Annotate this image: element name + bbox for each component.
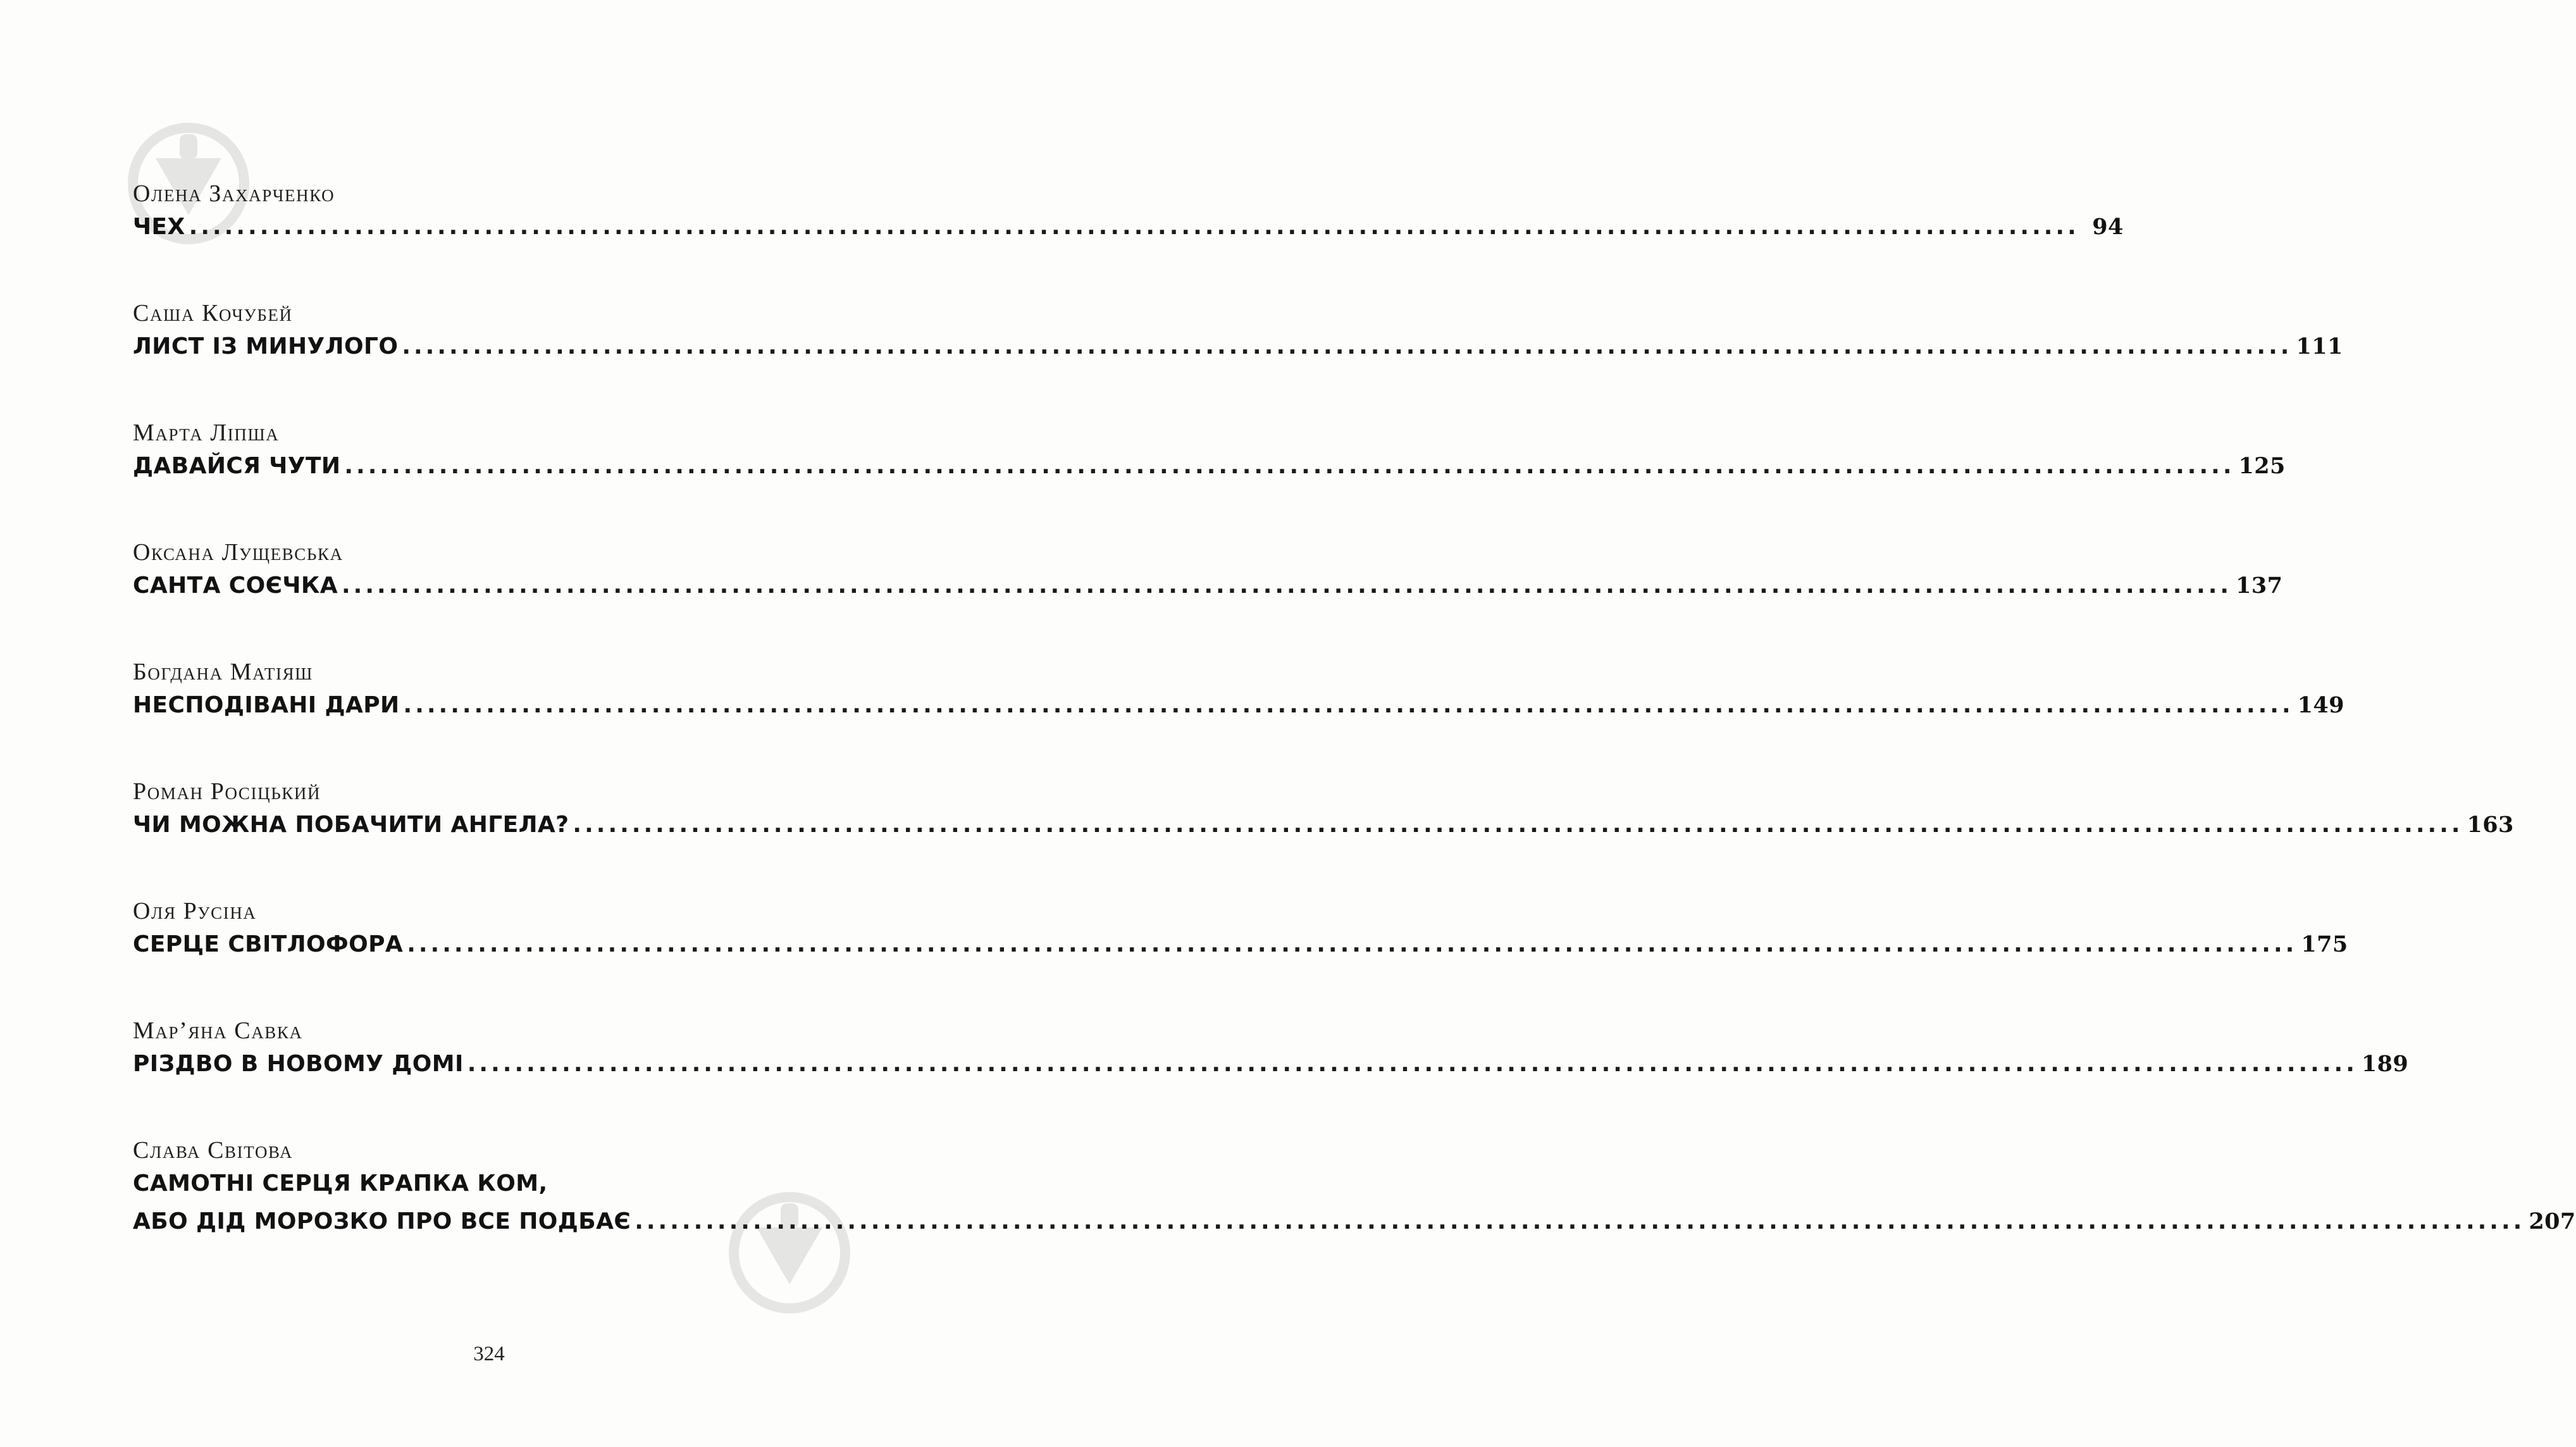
toc-entry (133, 538, 2283, 605)
entry-page: 94 (2092, 214, 2124, 240)
entry-title: ДАВАЙСЯ ЧУТИ (133, 453, 341, 479)
entry-page: 189 (2361, 1051, 2409, 1077)
entry-author: Роман Росіцький (133, 778, 321, 805)
entry-title: СЕРЦЕ СВІТЛОФОРА (133, 931, 404, 957)
entry-page: 125 (2238, 453, 2286, 479)
entry-title: ЛИСТ ІЗ МИНУЛОГО (133, 333, 399, 359)
toc-entry (133, 418, 2286, 485)
toc-entry (133, 657, 2344, 724)
toc-entry (133, 1136, 2576, 1241)
entry-title-line[interactable] (133, 208, 2124, 246)
entry-title-line[interactable] (133, 1203, 2576, 1241)
entry-title: ЧЕХ (133, 214, 185, 240)
entry-author: Саша Кочубей (133, 300, 293, 326)
entry-title-line[interactable] (133, 567, 2283, 605)
entry-page: 149 (2297, 692, 2344, 718)
entry-title-line[interactable] (133, 926, 2348, 964)
entry-author: Слава Світова (133, 1137, 294, 1164)
entry-author: Мар’яна Савка (133, 1017, 303, 1044)
entry-page: 175 (2301, 931, 2348, 957)
entry-author: Олена Захарченко (133, 180, 335, 207)
entry-title: РІЗДВО В НОВОМУ ДОМІ (133, 1051, 464, 1077)
toc-entry (133, 1016, 2409, 1083)
dot-leader: ................................................................................................................................................................ (467, 1051, 2358, 1077)
entry-author: Оля Русіна (133, 898, 257, 924)
toc-entry (133, 777, 2514, 844)
dot-leader: ................................................................................................................................................................ (189, 214, 2079, 240)
dot-leader: ................................................................................................................................................................ (403, 692, 2294, 718)
entry-page: 163 (2467, 812, 2514, 838)
entry-page: 207 (2529, 1208, 2576, 1234)
entry-title: САНТА СОЄЧКА (133, 573, 338, 599)
dot-leader: ................................................................................................................................................................ (341, 573, 2232, 599)
toc-entry (133, 179, 2124, 246)
dot-leader: ................................................................................................................................................................ (402, 333, 2293, 359)
toc-entry (133, 299, 2343, 366)
entry-title-line[interactable] (133, 1045, 2409, 1083)
entry-title: ЧИ МОЖНА ПОБАЧИТИ АНГЕЛА? (133, 812, 569, 838)
entry-author: Богдана Матіяш (133, 659, 314, 685)
entry-title-line[interactable] (133, 686, 2344, 724)
entry-title-line[interactable] (133, 328, 2343, 366)
dot-leader: ................................................................................................................................................................ (573, 812, 2463, 838)
page-number: 324 (473, 1343, 505, 1365)
entry-title-first-line[interactable]: САМОТНІ СЕРЦЯ КРАПКА КОМ, (133, 1171, 548, 1196)
dot-leader: ................................................................................................................................................................ (344, 453, 2235, 479)
entry-author: Оксана Лущевська (133, 539, 344, 566)
dot-leader: ................................................................................................................................................................ (635, 1208, 2525, 1234)
entry-title-line[interactable] (133, 806, 2514, 844)
entry-title: НЕСПОДІВАНІ ДАРИ (133, 692, 400, 718)
dot-leader: ................................................................................................................................................................ (407, 931, 2298, 957)
entry-page: 137 (2236, 573, 2283, 599)
toc-entry (133, 897, 2348, 964)
entry-page: 111 (2296, 333, 2343, 359)
entry-author: Марта Ліпша (133, 419, 280, 446)
entry-title: АБО ДІД МОРОЗКО ПРО ВСЕ ПОДБАЄ (133, 1208, 631, 1234)
entry-title-line[interactable] (133, 447, 2286, 485)
